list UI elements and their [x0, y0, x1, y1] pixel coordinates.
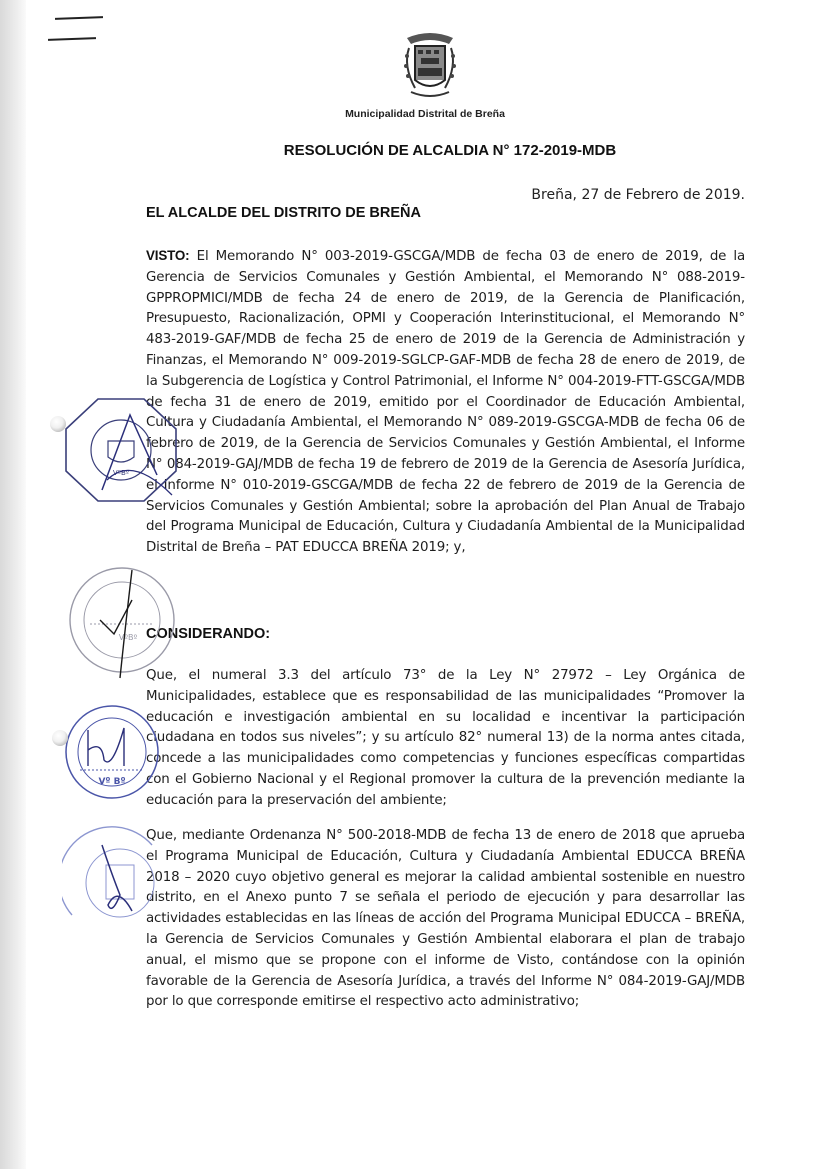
resolution-date: Breña, 27 de Febrero de 2019. — [531, 187, 745, 203]
punch-hole-icon — [52, 730, 68, 746]
municipal-crest-icon — [399, 28, 461, 100]
svg-text:VºBº: VºBº — [118, 633, 138, 642]
considerando-paragraph: Que, mediante Ordenanza N° 500-2018-MDB de fecha 13 de enero de 2018 que aprueba el Programa Municipal de Educación, Cultura y Ciudadanía Ambiental EDUCCA BREÑA 2018 – 2020 cuyo objetivo general es mejorar la calidad ambiental sostenible en nuestro distrito, en el Anexo punto 7 se señala el periodo de ejecución y para desarrollar las actividades establecidas en las líneas de acción del Programa Municipal EDUCCA – BREÑA, la Gerencia de Servicios Comunales y Gestión Ambiental elaborara el plan de trabajo anual, el mismo que se propone con el informe de Visto, contándose con la opinión favorable de la Gerencia de Asesoría Jurídica, a través del Informe N° 084-2019-GAJ/MDB por lo que corresponde emitirse el respectivo acto administrativo; — [146, 828, 745, 1010]
alcaldia-stamp-icon — [62, 395, 180, 505]
institution-name: Municipalidad Distrital de Breña — [345, 108, 505, 120]
visto-text: El Memorando N° 003-2019-GSCGA/MDB de fecha 03 de enero de 2019, de la Gerencia de Servicios Comunales y Gestión Ambiental, el Memorando N° 088-2019-GPPROPMICI/MDB de fecha 24 de enero de 2019, de la Gerencia de Planificación, Presupuesto, Racionalización, OPMI y Cooperación Interinstitucional, el Memorando N° 483-2019-GAF/MDB de fecha 25 de enero de 2019 de la Gerencia de Administración y Finanzas, el Memorando N° 009-2019-SGLCP-GAF-MDB de fecha 28 de enero de 2019, de la Subgerencia de Logística y Control Patrimonial, el Informe N° 004-2019-FTT-GSCGA/MDB de fecha 31 de enero de 2019, emitido por el Coordinador de Educación Ambiental, Cultura y Ciudadanía Ambiental, el Memorando N° 089-2019-GSCGA-MDB de fecha 06 de febrero de 2019, de la Gerencia de Servicios Comunales y Gestión Ambiental, el Informe N° 084-2019-GAJ/MDB de fecha 19 de febrero de 2019 de la Gerencia de Asesoría Jurídica, el Informe N° 010-2019-GSCGA/MDB de fecha 22 de febrero de 2019 de la Gerencia de Servicios Comunales y Gestión Ambiental; sobre la aprobación del Plan Anual de Trabajo del Programa Municipal de Educación, Cultura y Ciudadanía Ambiental de la Municipalidad Distrital de Breña – PAT EDUCCA BREÑA 2019; y, — [146, 249, 746, 556]
svg-text:Vº Bº: Vº Bº — [98, 777, 126, 787]
secretaria-general-stamp-icon — [62, 560, 182, 680]
issuing-authority: EL ALCALDE DEL DISTRITO DE BREÑA — [146, 205, 421, 221]
visto-label: VISTO: — [146, 248, 190, 263]
considerando-paragraph: Que, el numeral 3.3 del artículo 73° de la Ley N° 27972 – Ley Orgánica de Municipalidades, establece que es responsabilidad de las municipalidades “Promover la educación e investigación ambiental en su localidad e incentivar la participación ciudadana en todos sus niveles”; y su artículo 82° numeral 13) de la norma antes citada, concede a las municipalidades como competencias y funciones específicas compartidas con el Gobierno Nacional y el Regional promover la cultura de la prevención mediante la educación para la preservación del ambiente; — [146, 668, 745, 808]
scan-mark — [48, 37, 96, 41]
scan-mark — [55, 16, 103, 20]
punch-hole-icon — [50, 416, 66, 432]
considerando-heading: CONSIDERANDO: — [146, 626, 271, 642]
resolution-title: RESOLUCIÓN DE ALCALDIA N° 172-2019-MDB — [283, 142, 617, 159]
svg-text:VºBº: VºBº — [112, 469, 130, 477]
servicios-comunales-stamp-icon — [62, 825, 162, 940]
visto-paragraph — [146, 246, 745, 559]
scan-edge-shadow — [0, 0, 26, 1169]
asesoria-juridica-stamp-icon — [62, 700, 162, 805]
